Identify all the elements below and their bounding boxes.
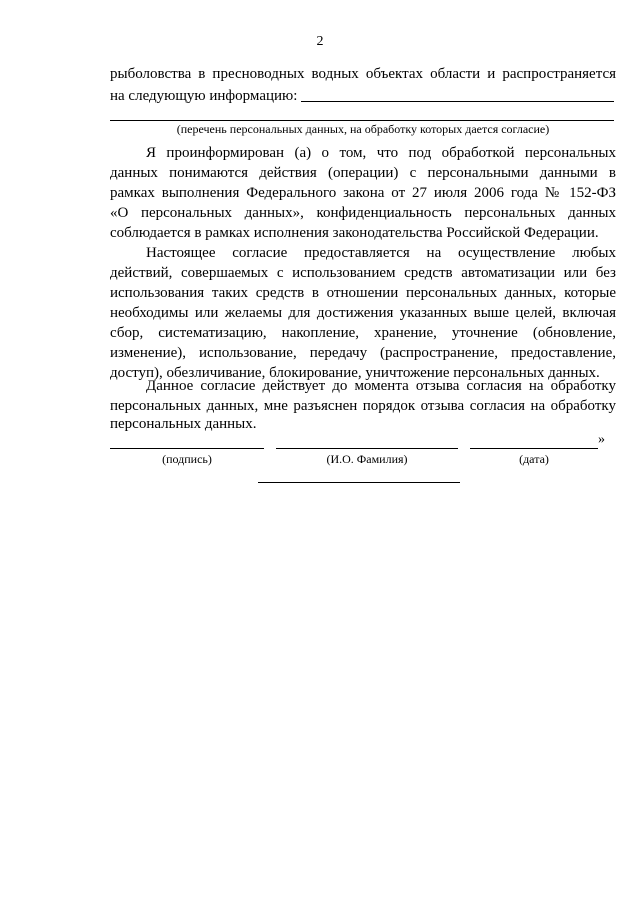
bottom-separator-line xyxy=(258,482,460,483)
paragraph-1-line-2: данных понимаются действия (операции) с персональными данными в xyxy=(110,165,616,181)
paragraph-1-line-4: «О персональных данных», конфиденциальность персональных данных xyxy=(110,205,616,221)
info-fill-line xyxy=(301,101,614,102)
name-caption: (И.О. Фамилия) xyxy=(326,452,408,466)
paragraph-1-line-3: рамках выполнения Федерального закона от 27 июля 2006 года № 152-ФЗ xyxy=(110,185,616,201)
paragraph-2-line-1: Настоящее согласие предоставляется на осуществление любых xyxy=(146,245,616,261)
paragraph-2-line-6: изменение), использование, передачу (распространение, предоставление, xyxy=(110,345,616,361)
closing-quote: » xyxy=(598,432,605,447)
signature-caption: (подпись) xyxy=(162,452,212,466)
paragraph-2-line-3: использования таких средств в отношении персональных данных, которые xyxy=(110,285,616,301)
paragraph-1-line-1: Я проинформирован (а) о том, что под обработкой персональных xyxy=(146,145,616,161)
signature-line xyxy=(110,448,264,449)
info-fill-line-2 xyxy=(110,120,614,121)
paragraph-2-line-2: действий, совершаемых с использованием средств автоматизации или без xyxy=(110,265,616,281)
paragraph-2-line-4: необходимы или желаемы для достижения указанных выше целей, включая xyxy=(110,305,616,321)
paragraph-3-line-2: персональных данных, мне разъяснен порядок отзыва согласия на обработку xyxy=(110,398,616,414)
paragraph-2-line-7: доступ), обезличивание, блокирование, уничтожение персональных данных. xyxy=(110,365,600,381)
personal-data-list-caption: (перечень персональных данных, на обработку которых дается согласие) xyxy=(176,122,550,136)
intro-line-2: на следующую информацию: xyxy=(110,88,298,104)
name-line xyxy=(276,448,458,449)
paragraph-1-line-5: соблюдается в рамках исполнения законодательства Российской Федерации. xyxy=(110,225,599,241)
page-number: 2 xyxy=(316,34,324,49)
date-caption: (дата) xyxy=(519,452,549,466)
intro-line-1: рыболовства в пресноводных водных объектах области и распространяется xyxy=(110,66,616,82)
paragraph-2-line-5: сбор, систематизацию, накопление, хранение, уточнение (обновление, xyxy=(110,325,616,341)
paragraph-3-line-3: персональных данных. xyxy=(110,416,257,432)
paragraph-3-line-1: Данное согласие действует до момента отзыва согласия на обработку xyxy=(146,378,616,394)
date-line xyxy=(470,448,598,449)
